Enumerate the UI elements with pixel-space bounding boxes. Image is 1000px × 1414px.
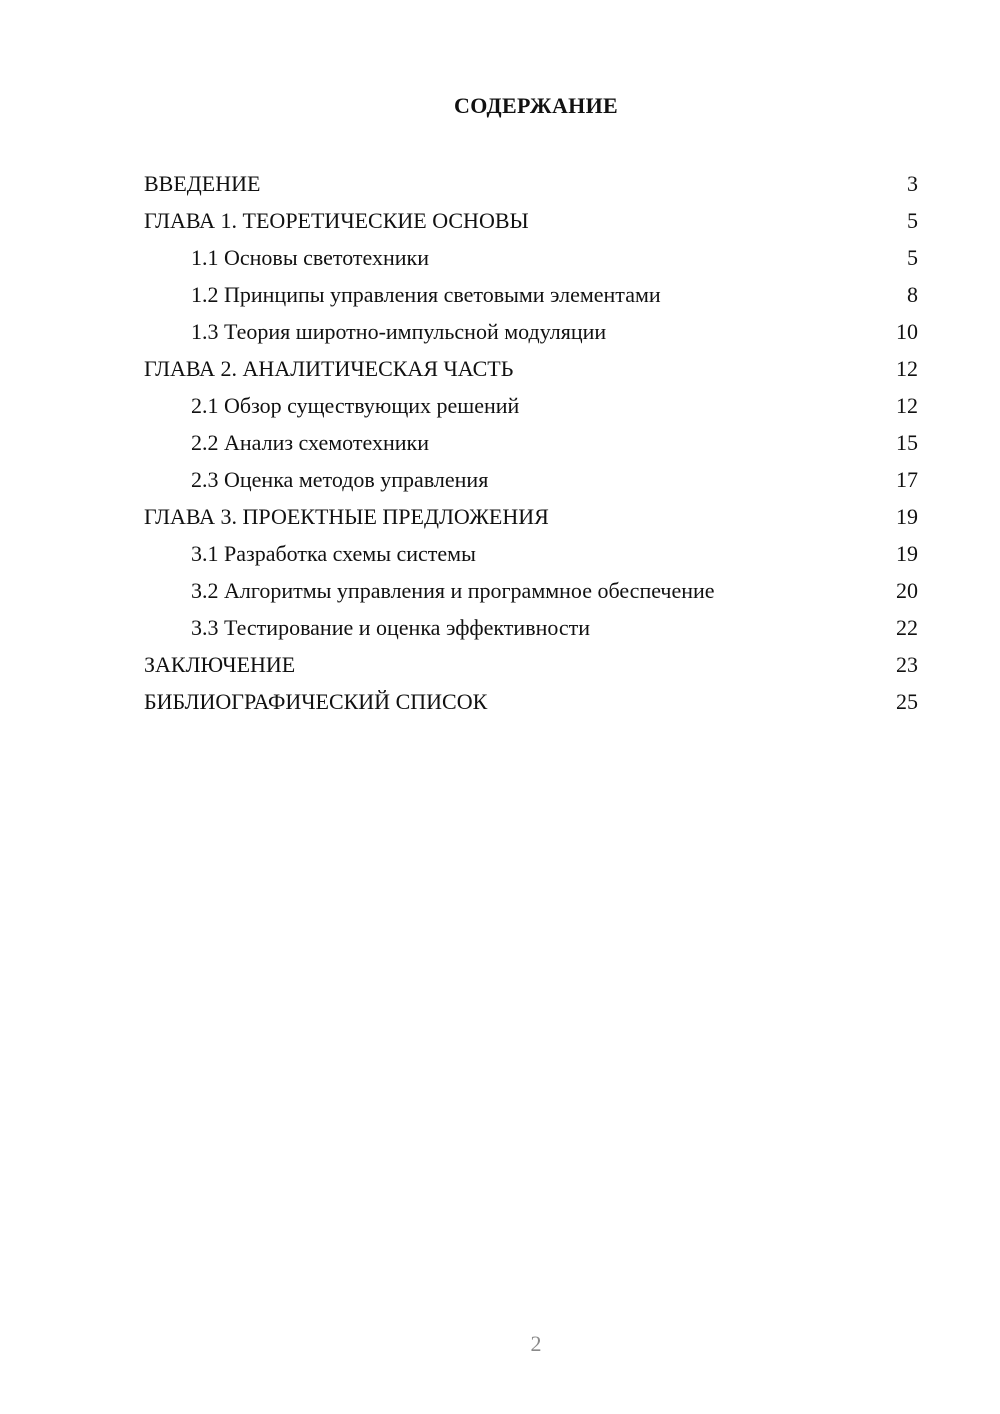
toc-entry-label: 2.1 Обзор существующих решений bbox=[191, 393, 520, 418]
toc-subsection-entry bbox=[144, 609, 918, 646]
toc-entry-page: 8 bbox=[907, 282, 918, 307]
toc-entry-label: 3.2 Алгоритмы управления и программное обеспечение bbox=[191, 578, 715, 603]
toc-entry-page: 12 bbox=[896, 356, 918, 381]
toc-entry-page: 20 bbox=[896, 578, 918, 603]
toc-entry-label: 3.3 Тестирование и оценка эффективности bbox=[191, 615, 591, 640]
toc-subsection-entry bbox=[144, 239, 918, 276]
toc-entry-label: 1.2 Принципы управления световыми элементами bbox=[191, 282, 661, 307]
table-of-contents bbox=[144, 165, 918, 720]
toc-entry-label: 1.1 Основы светотехники bbox=[191, 245, 430, 270]
toc-subsection-entry bbox=[144, 572, 918, 609]
toc-subsection-entry bbox=[144, 461, 918, 498]
toc-entry-page: 12 bbox=[896, 393, 918, 418]
toc-subsection-entry bbox=[144, 313, 918, 350]
toc-subsection-entry bbox=[144, 387, 918, 424]
toc-entry-label: ВВЕДЕНИЕ bbox=[144, 171, 261, 196]
toc-section-entry bbox=[144, 646, 918, 683]
page-number: 2 bbox=[530, 1331, 542, 1356]
toc-entry-page: 5 bbox=[907, 245, 918, 270]
toc-section-entry bbox=[144, 202, 918, 239]
toc-entry-label: 2.2 Анализ схемотехники bbox=[191, 430, 429, 455]
toc-section-entry bbox=[144, 350, 918, 387]
toc-entry-page: 25 bbox=[896, 689, 918, 714]
toc-entry-label: 3.1 Разработка схемы системы bbox=[191, 541, 476, 566]
toc-entry-label: БИБЛИОГРАФИЧЕСКИЙ СПИСОК bbox=[144, 689, 488, 714]
toc-entry-page: 3 bbox=[907, 171, 918, 196]
toc-entry-label: ЗАКЛЮЧЕНИЕ bbox=[144, 652, 296, 677]
toc-entry-page: 19 bbox=[896, 541, 918, 566]
toc-entry-page: 17 bbox=[896, 467, 918, 492]
toc-entry-page: 5 bbox=[907, 208, 918, 233]
toc-subsection-entry bbox=[144, 424, 918, 461]
toc-section-entry bbox=[144, 498, 918, 535]
toc-entry-page: 10 bbox=[896, 319, 918, 344]
toc-subsection-entry bbox=[144, 535, 918, 572]
toc-entry-label: ГЛАВА 3. ПРОЕКТНЫЕ ПРЕДЛОЖЕНИЯ bbox=[144, 504, 549, 529]
toc-entry-label: ГЛАВА 2. АНАЛИТИЧЕСКАЯ ЧАСТЬ bbox=[144, 356, 514, 381]
toc-entry-page: 22 bbox=[896, 615, 918, 640]
toc-section-entry bbox=[144, 165, 918, 202]
toc-entry-page: 19 bbox=[896, 504, 918, 529]
toc-title: СОДЕРЖАНИЕ bbox=[454, 93, 618, 118]
toc-entry-page: 23 bbox=[896, 652, 918, 677]
toc-entry-label: 2.3 Оценка методов управления bbox=[191, 467, 489, 492]
toc-section-entry bbox=[144, 683, 918, 720]
toc-entry-page: 15 bbox=[896, 430, 918, 455]
toc-entry-label: ГЛАВА 1. ТЕОРЕТИЧЕСКИЕ ОСНОВЫ bbox=[144, 208, 529, 233]
toc-entry-label: 1.3 Теория широтно-импульсной модуляции bbox=[191, 319, 607, 344]
toc-subsection-entry bbox=[144, 276, 918, 313]
